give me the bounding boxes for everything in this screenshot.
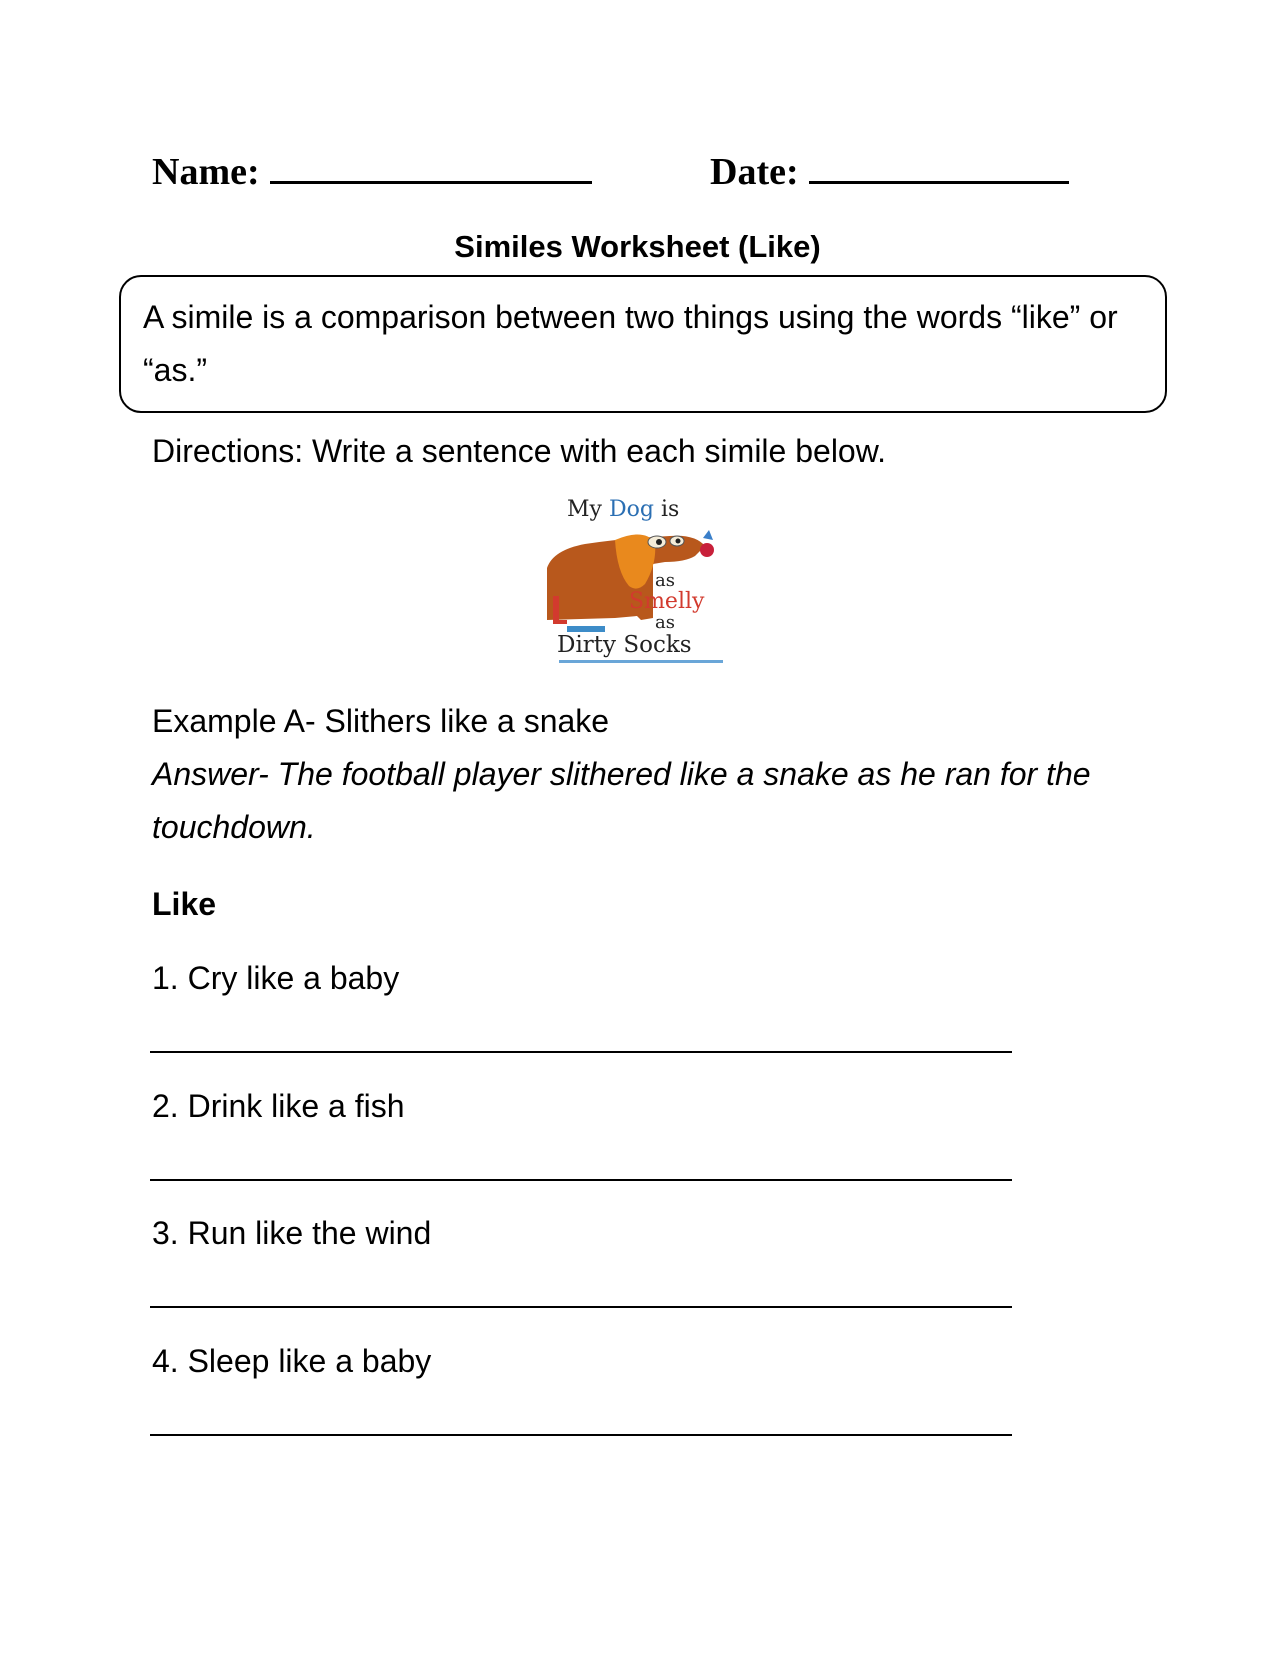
answer-line-2[interactable] (150, 1179, 1012, 1181)
directions-text: Directions: Write a sentence with each simile below. (152, 433, 886, 469)
example-prompt: Example A- Slithers like a snake (152, 703, 610, 739)
item-1: 1. Cry like a baby (152, 960, 400, 996)
item-4: 4. Sleep like a baby (152, 1343, 432, 1379)
cover-is: is (660, 498, 680, 522)
answer-line-1[interactable] (150, 1051, 1012, 1053)
book-cover-image (545, 498, 735, 676)
dog-illustration (545, 498, 735, 676)
item-3: 3. Run like the wind (152, 1215, 432, 1251)
name-blank[interactable] (270, 151, 592, 184)
date-blank[interactable] (809, 151, 1069, 184)
definition-box (119, 275, 1167, 413)
name-field[interactable] (152, 148, 592, 196)
cover-as-1: as (655, 570, 675, 591)
cover-dog: Dog (608, 498, 654, 522)
cover-my: My (567, 498, 602, 522)
svg-text:My Dog is (567, 498, 679, 522)
answer-line-3[interactable] (150, 1306, 1012, 1308)
definition-text: A simile is a comparison between two things using the words “like” or “as.” (143, 299, 1118, 388)
cover-smelly: Smelly (629, 589, 705, 614)
example-answer: Answer- The football player slithered like a snake as he ran for the touchdown. (152, 756, 1091, 845)
cover-as-2: as (655, 612, 675, 633)
answer-line-4[interactable] (150, 1434, 1012, 1436)
cover-dirty-socks: Dirty Socks (557, 632, 692, 658)
section-heading: Like (152, 886, 217, 922)
item-2: 2. Drink like a fish (152, 1088, 405, 1124)
name-label: Name: (152, 151, 260, 193)
date-field[interactable] (710, 148, 1069, 196)
worksheet-title: Similes Worksheet (Like) (454, 229, 821, 264)
date-label: Date: (710, 151, 799, 193)
